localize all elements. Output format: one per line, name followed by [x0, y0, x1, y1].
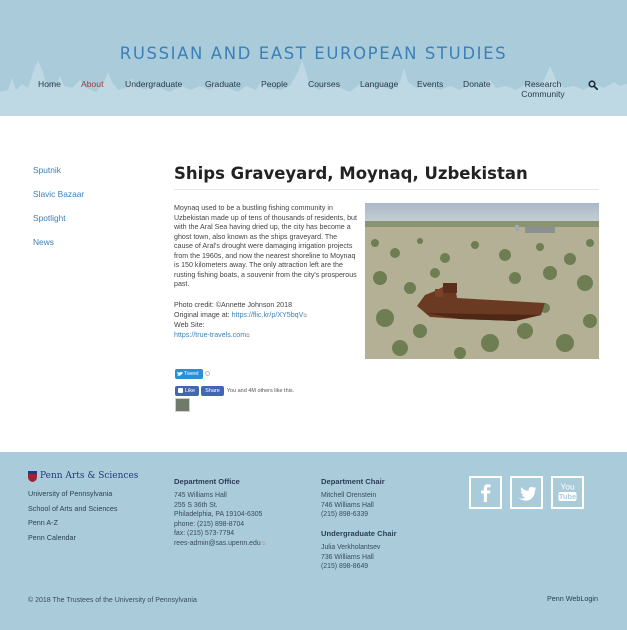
nav-item-about[interactable]: About — [81, 79, 104, 89]
penn-shield-icon — [28, 471, 37, 482]
ug-chair-office: 736 Williams Hall — [321, 553, 374, 561]
ships-graveyard-photo — [365, 203, 599, 359]
chair-office: 746 Williams Hall — [321, 501, 374, 509]
nav-item-research-community[interactable]: Research Community — [521, 79, 565, 99]
penn-logo-text: Penn Arts & Sciences — [40, 471, 139, 481]
facebook-like-widget — [175, 386, 294, 396]
facebook-like-button[interactable] — [175, 386, 199, 396]
article-credits — [174, 301, 358, 341]
site-title[interactable]: RUSSIAN AND EAST EUROPEAN STUDIES — [119, 44, 508, 63]
copyright-text: © 2018 The Trustees of the University of Pennsylvania — [28, 597, 197, 604]
tweet-count-icon — [205, 371, 210, 376]
nav-item-graduate[interactable]: Graduate — [205, 79, 241, 89]
search-icon[interactable] — [588, 80, 598, 90]
original-image-link[interactable]: https://flic.kr/p/XY5bqV — [231, 310, 304, 319]
office-email[interactable] — [174, 539, 266, 550]
office-line: Philadelphia, PA 19104-6305 — [174, 511, 263, 519]
office-fax: fax: (215) 573-7794 — [174, 530, 235, 538]
ug-chair-name: Julia Verkholantsev — [321, 544, 381, 551]
department-chair-heading: Department Chair — [321, 477, 385, 486]
facebook-icon — [471, 478, 500, 507]
footer-link-penn-calendar[interactable]: Penn Calendar — [28, 533, 76, 542]
twitter-link[interactable] — [510, 476, 543, 509]
photo-credit: Photo credit: ©Annette Johnson 2018 — [174, 301, 293, 309]
nav-item-language[interactable]: Language — [360, 79, 399, 89]
office-line: 745 Williams Hall — [174, 492, 227, 499]
website-label: Web Site: — [174, 321, 205, 329]
nav-item-undergraduate[interactable]: Undergraduate — [125, 79, 183, 89]
office-phone: phone: (215) 898-8704 — [174, 520, 245, 528]
twitter-icon — [512, 478, 541, 507]
likes-count-text: You and 4M others like this. — [226, 388, 295, 394]
footer-link-penn-az[interactable]: Penn A-Z — [28, 518, 58, 527]
footer-link-sas[interactable]: School of Arts and Sciences — [28, 504, 118, 513]
office-email-link[interactable]: rees-admin@sas.upenn.edu — [174, 540, 261, 547]
friend-avatar — [175, 398, 190, 412]
article-body: Moynaq used to be a bustling fishing community in Uzbekistan made up of tens of thousands of residents, but with the Aral Sea having dried up, the city has become a ghost town, also known as the ships graveyard. The cause of Aral's drought were damaging irrigation projects from the 1960s, and now the nearest shoreline to Moynaq is 150 kilometers away. The only attraction left are the rusting fishing boats, a souvenir from the city's prosperous past. — [174, 204, 357, 288]
nav-item-donate[interactable]: Donate — [463, 79, 491, 89]
nav-item-home[interactable]: Home — [38, 79, 61, 89]
office-line: 255 S 36th St. — [174, 501, 218, 509]
footer-link-university[interactable]: University of Pennsylvania — [28, 489, 113, 498]
nav-item-courses[interactable]: Courses — [308, 79, 340, 89]
twitter-bird-icon — [177, 371, 183, 377]
sidebar-item-spotlight[interactable]: Spotlight — [33, 213, 66, 223]
youtube-link[interactable] — [551, 476, 584, 509]
website-link[interactable]: https://true-travels.com — [174, 330, 247, 339]
tweet-button[interactable] — [175, 369, 203, 379]
tweet-label: Tweet — [184, 371, 199, 377]
external-link-icon: ⧉ — [303, 312, 307, 319]
external-link-icon: ⧉ — [260, 541, 266, 547]
youtube-you-text: You — [560, 481, 575, 492]
title-divider — [174, 189, 599, 190]
website-line — [174, 331, 358, 342]
ug-chair-phone: (215) 898-8649 — [321, 563, 369, 571]
facebook-share-button[interactable]: Share — [201, 386, 224, 396]
like-label: Like — [185, 388, 196, 394]
penn-weblogin-link[interactable]: Penn WebLogin — [547, 594, 599, 603]
chair-phone: (215) 898-6339 — [321, 511, 369, 519]
facebook-link[interactable] — [469, 476, 502, 509]
department-office-heading: Department Office — [174, 477, 240, 486]
nav-item-people[interactable]: People — [261, 79, 288, 89]
undergraduate-chair-heading: Undergraduate Chair — [321, 529, 397, 538]
page-title: Ships Graveyard, Moynaq, Uzbekistan — [174, 164, 528, 183]
thumbs-up-icon — [178, 388, 183, 393]
sidebar-item-news[interactable]: News — [33, 237, 54, 247]
penn-arts-sciences-logo[interactable] — [28, 471, 138, 483]
chair-name: Mitchell Orenstein — [321, 492, 377, 499]
original-image-line — [174, 311, 358, 322]
external-link-icon: ⧉ — [246, 332, 250, 339]
sidebar-item-slavic-bazaar[interactable]: Slavic Bazaar — [33, 189, 85, 199]
main-nav — [0, 79, 627, 109]
original-image-label: Original image at: — [174, 310, 232, 319]
youtube-tube-text: Tube — [558, 492, 577, 502]
youtube-icon — [553, 478, 582, 507]
nav-item-events[interactable]: Events — [417, 79, 444, 89]
sidebar-item-sputnik[interactable]: Sputnik — [33, 165, 61, 175]
